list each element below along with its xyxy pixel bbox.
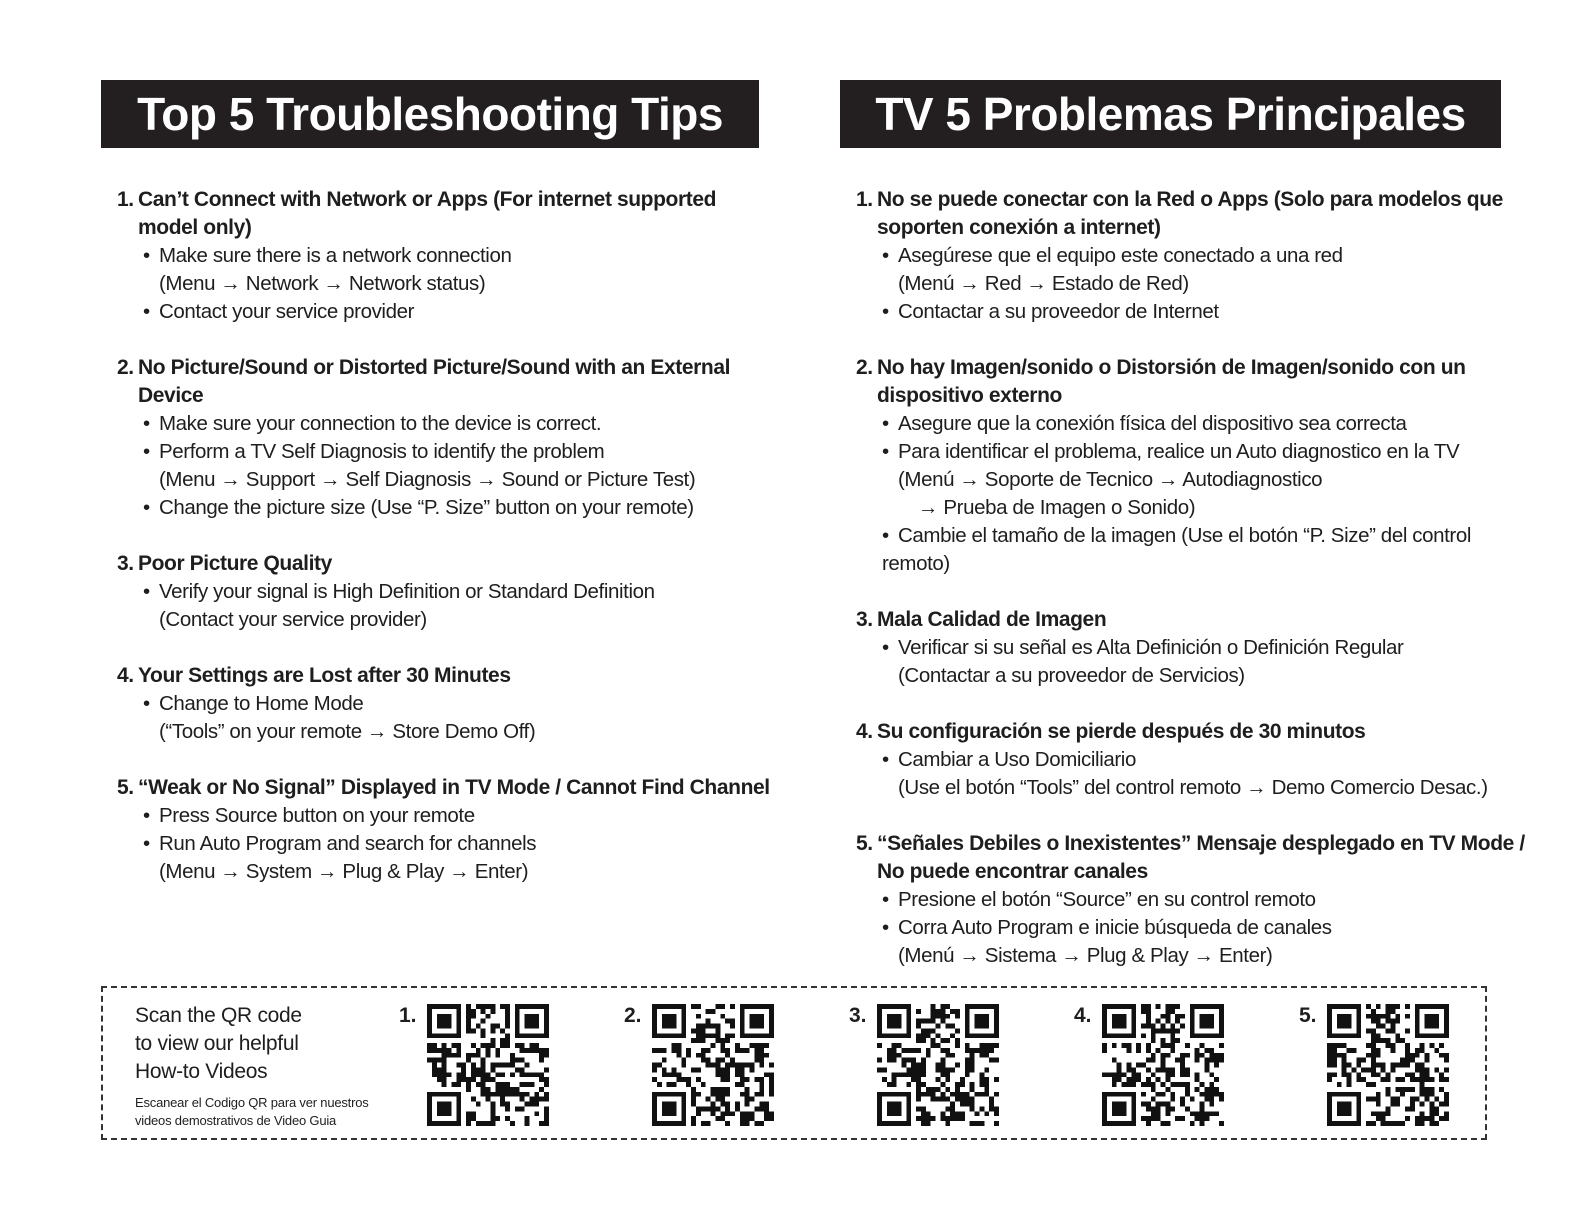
bullet-menu-path: (Menu → Support → Self Diagnosis → Sound or Picture Test) <box>159 468 696 491</box>
tip-bullet <box>882 522 1540 578</box>
bullet-text: Asegúrese que el equipo este conectado a una red <box>898 244 1343 267</box>
bullet-menu-path: (Menu → Network → Network status) <box>159 272 486 295</box>
tip-title <box>117 662 771 690</box>
tip-item <box>856 606 1540 690</box>
bullet-menu-path: (Menú → Sistema → Plug & Play → Enter) <box>898 944 1273 967</box>
bullet-icon: • <box>882 300 889 323</box>
tip-title <box>117 774 771 802</box>
qr-code-number: 2. <box>624 1004 642 1027</box>
tip-title <box>856 354 1540 410</box>
bullet-icon: • <box>882 244 889 267</box>
tip-bullet <box>882 298 1540 326</box>
tip-bullet <box>143 298 771 326</box>
tip-bullets <box>856 242 1540 326</box>
tip-number: 4. <box>856 720 873 743</box>
tip-bullets <box>117 578 771 634</box>
bullet-text: Cambie el tamaño de la imagen (Use el botón “P. Size” del control remoto) <box>882 524 1471 575</box>
bullet-menu-path-continued: → Prueba de Imagen o Sonido) <box>918 496 1196 519</box>
tip-title-text: Poor Picture Quality <box>138 552 332 575</box>
tip-item <box>856 186 1540 326</box>
bullet-menu-path: (Menú → Red → Estado de Red) <box>898 272 1189 295</box>
tip-title <box>117 550 771 578</box>
qr-line: Scan the QR code <box>135 1004 302 1027</box>
tip-bullets <box>856 746 1540 802</box>
tip-title <box>856 718 1540 746</box>
qr-instructions-es: Escanear el Codigo QR para ver nuestros videos demostrativos de Video Guia <box>135 1095 369 1128</box>
bullet-text: Press Source button on your remote <box>159 804 475 827</box>
qr-line: to view our helpful <box>135 1032 299 1055</box>
tip-title-text: Su configuración se pierde después de 30 minutos <box>877 720 1366 743</box>
tip-bullet <box>882 914 1540 970</box>
tip-item <box>117 774 771 886</box>
bullet-text: Make sure there is a network connection <box>159 244 512 267</box>
tip-title-text: Mala Calidad de Imagen <box>877 608 1107 631</box>
bullet-text: Contactar a su proveedor de Internet <box>898 300 1219 323</box>
tip-bullet <box>143 242 771 298</box>
tip-title-text: No Picture/Sound or Distorted Picture/Sound with an External Device <box>138 356 731 407</box>
tip-title <box>856 186 1540 242</box>
bullet-icon: • <box>143 692 150 715</box>
tip-bullet <box>143 494 771 522</box>
tip-title-text: “Señales Debiles o Inexistentes” Mensaje desplegado en TV Mode / No puede encontrar canales <box>877 832 1525 883</box>
tip-title-text: Your Settings are Lost after 30 Minutes <box>138 664 511 687</box>
qr-code-number: 5. <box>1299 1004 1317 1027</box>
qr-instructions-en <box>135 1002 395 1086</box>
qr-code-number: 4. <box>1074 1004 1092 1027</box>
tip-title-text: No hay Imagen/sonido o Distorsión de Imagen/sonido con un dispositivo externo <box>877 356 1466 407</box>
bullet-text: Contact your service provider <box>159 300 415 323</box>
bullet-text: Cambiar a Uso Domiciliario <box>898 748 1136 771</box>
tip-title-text: Can’t Connect with Network or Apps (For internet supported model only) <box>138 188 717 239</box>
tip-bullets <box>856 886 1540 970</box>
tip-title-text: No se puede conectar con la Red o Apps (Solo para modelos que soporten conexión a internet) <box>877 188 1503 239</box>
bullet-icon: • <box>882 916 889 939</box>
bullet-icon: • <box>143 440 150 463</box>
tip-bullet <box>882 746 1540 802</box>
tip-number: 1. <box>117 188 134 211</box>
qr-code-icon[interactable] <box>652 1004 774 1126</box>
tip-number: 1. <box>856 188 873 211</box>
tip-number: 3. <box>117 552 134 575</box>
bullet-icon: • <box>882 524 889 547</box>
bullet-icon: • <box>143 412 150 435</box>
bullet-icon: • <box>882 440 889 463</box>
bullet-text: Change the picture size (Use “P. Size” button on your remote) <box>159 496 694 519</box>
qr-instructions <box>135 1002 395 1130</box>
tip-item <box>117 354 771 522</box>
tip-bullet <box>143 690 771 746</box>
tip-title <box>856 606 1540 634</box>
bullet-text: Run Auto Program and search for channels <box>159 832 537 855</box>
bullet-icon: • <box>882 888 889 911</box>
bullet-icon: • <box>143 804 150 827</box>
bullet-menu-path: (Contact your service provider) <box>159 608 427 631</box>
bullet-text: Para identificar el problema, realice un Auto diagnostico en la TV <box>898 440 1460 463</box>
tip-number: 2. <box>117 356 134 379</box>
bullet-icon: • <box>882 412 889 435</box>
qr-code-icon[interactable] <box>1327 1004 1449 1126</box>
tip-item <box>117 550 771 634</box>
bullet-menu-path: (Contactar a su proveedor de Servicios) <box>898 664 1245 687</box>
tip-number: 4. <box>117 664 134 687</box>
tip-bullet <box>882 438 1540 522</box>
bullet-icon: • <box>143 580 150 603</box>
tip-number: 3. <box>856 608 873 631</box>
bullet-menu-path: (Use el botón “Tools” del control remoto → Demo Comercio Desac.) <box>898 776 1488 799</box>
tip-bullet <box>143 410 771 438</box>
qr-code-number: 1. <box>399 1004 417 1027</box>
tip-title-text: “Weak or No Signal” Displayed in TV Mode / Cannot Find Channel <box>138 776 770 799</box>
english-tips <box>101 186 771 886</box>
bullet-menu-path: (Menu → System → Plug & Play → Enter) <box>159 860 529 883</box>
spanish-title: TV 5 Problemas Principales <box>840 80 1501 148</box>
tip-title <box>117 186 771 242</box>
bullet-text: Change to Home Mode <box>159 692 364 715</box>
tip-bullet <box>143 438 771 494</box>
bullet-menu-path: (“Tools” on your remote → Store Demo Off) <box>159 720 536 743</box>
bullet-icon: • <box>143 300 150 323</box>
qr-section <box>101 986 1487 1140</box>
tip-item <box>856 718 1540 802</box>
bullet-text: Asegure que la conexión física del dispositivo sea correcta <box>898 412 1407 435</box>
tip-bullets <box>856 410 1540 578</box>
tip-item <box>856 354 1540 578</box>
spanish-tips <box>840 186 1540 970</box>
tip-title <box>117 354 771 410</box>
bullet-text: Make sure your connection to the device is correct. <box>159 412 602 435</box>
bullet-icon: • <box>143 244 150 267</box>
qr-code-icon[interactable] <box>877 1004 999 1126</box>
tip-number: 2. <box>856 356 873 379</box>
qr-code-icon[interactable] <box>427 1004 549 1126</box>
tip-item <box>856 830 1540 970</box>
tip-bullet <box>143 802 771 830</box>
tip-bullet <box>143 830 771 886</box>
bullet-text: Verify your signal is High Definition or Standard Definition <box>159 580 655 603</box>
tip-bullets <box>856 634 1540 690</box>
english-column <box>101 80 771 914</box>
tip-bullet <box>882 242 1540 298</box>
bullet-text: Perform a TV Self Diagnosis to identify the problem <box>159 440 605 463</box>
tip-bullets <box>117 242 771 326</box>
tip-bullet <box>882 634 1540 690</box>
tip-bullet <box>882 410 1540 438</box>
bullet-icon: • <box>143 496 150 519</box>
bullet-text: Presione el botón “Source” en su control remoto <box>898 888 1316 911</box>
bullet-icon: • <box>882 636 889 659</box>
tip-item <box>117 662 771 746</box>
tip-bullets <box>117 802 771 886</box>
bullet-menu-path: (Menú → Soporte de Tecnico → Autodiagnostico <box>898 468 1323 491</box>
bullet-text: Verificar si su señal es Alta Definición o Definición Regular <box>898 636 1404 659</box>
tip-bullets <box>117 690 771 746</box>
bullet-icon: • <box>882 748 889 771</box>
tip-number: 5. <box>856 832 873 855</box>
tip-bullets <box>117 410 771 522</box>
tip-number: 5. <box>117 776 134 799</box>
qr-code-icon[interactable] <box>1102 1004 1224 1126</box>
qr-code-number: 3. <box>849 1004 867 1027</box>
qr-line: How-to Videos <box>135 1060 268 1083</box>
spanish-column <box>840 80 1540 998</box>
tip-item <box>117 186 771 326</box>
tip-title <box>856 830 1540 886</box>
bullet-icon: • <box>143 832 150 855</box>
bullet-text: Corra Auto Program e inicie búsqueda de canales <box>898 916 1332 939</box>
tip-bullet <box>882 886 1540 914</box>
english-title: Top 5 Troubleshooting Tips <box>101 80 759 148</box>
tip-bullet <box>143 578 771 634</box>
